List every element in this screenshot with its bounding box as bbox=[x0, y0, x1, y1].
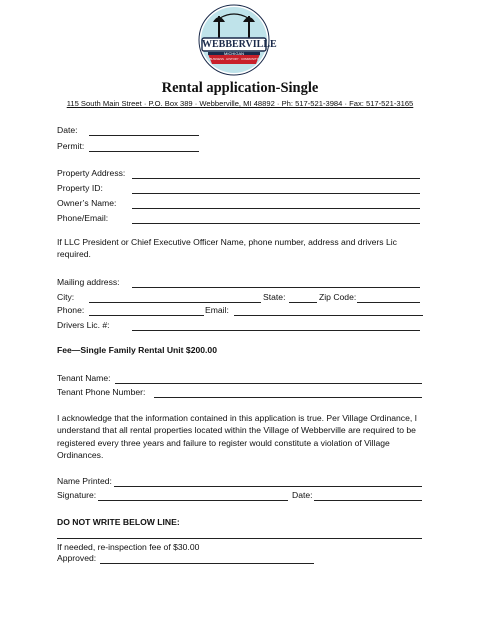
logo-subtitle: MICHIGAN bbox=[224, 51, 244, 56]
state-label: State: bbox=[263, 292, 286, 302]
fee-label: Fee—Single Family Rental Unit $200.00 bbox=[57, 345, 217, 355]
phone-line[interactable] bbox=[89, 315, 204, 316]
permit-line[interactable] bbox=[89, 151, 199, 152]
owner-name-label: Owner’s Name: bbox=[57, 198, 117, 208]
office-address: 115 South Main Street · P.O. Box 389 · Webberville, MI 48892 · Ph: 517-521-3984 · Fax: 517-521-3165 bbox=[66, 99, 414, 108]
state-line[interactable] bbox=[289, 302, 317, 303]
permit-label: Permit: bbox=[57, 141, 85, 151]
tenant-phone-label: Tenant Phone Number: bbox=[57, 387, 146, 397]
email-label: Email: bbox=[205, 305, 229, 315]
date-line[interactable] bbox=[89, 135, 199, 136]
signature-line[interactable] bbox=[98, 500, 288, 501]
property-address-line[interactable] bbox=[132, 178, 420, 179]
zip-line[interactable] bbox=[357, 302, 420, 303]
date-label: Date: bbox=[57, 125, 78, 135]
phone-label: Phone: bbox=[57, 305, 85, 315]
do-not-write-heading: DO NOT WRITE BELOW LINE: bbox=[57, 517, 180, 527]
tenant-name-line[interactable] bbox=[115, 383, 422, 384]
email-line[interactable] bbox=[234, 315, 423, 316]
phone-email-label: Phone/Email: bbox=[57, 213, 109, 223]
approved-label: Approved: bbox=[57, 553, 97, 563]
mailing-address-label: Mailing address: bbox=[57, 277, 120, 287]
city-line[interactable] bbox=[89, 302, 261, 303]
mailing-address-line[interactable] bbox=[132, 287, 420, 288]
approved-line[interactable] bbox=[100, 563, 314, 564]
llc-note: If LLC President or Chief Executive Officer Name, phone number, address and drivers Lic required. bbox=[57, 237, 397, 260]
property-id-line[interactable] bbox=[132, 193, 420, 194]
owner-name-line[interactable] bbox=[132, 208, 420, 209]
city-label: City: bbox=[57, 292, 75, 302]
phone-email-line[interactable] bbox=[132, 223, 420, 224]
signature-label: Signature: bbox=[57, 490, 97, 500]
logo-band-text: BUSINESS · HISTORY · COMMUNITY bbox=[209, 57, 259, 61]
zip-label: Zip Code: bbox=[319, 292, 357, 302]
property-id-label: Property ID: bbox=[57, 183, 103, 193]
reinspection-fee-text: If needed, re-inspection fee of $30.00 bbox=[57, 542, 200, 552]
office-divider-line bbox=[57, 538, 422, 539]
signature-date-line[interactable] bbox=[314, 500, 422, 501]
drivers-lic-line[interactable] bbox=[132, 330, 420, 331]
tenant-name-label: Tenant Name: bbox=[57, 373, 111, 383]
page-title: Rental application-Single bbox=[161, 80, 319, 96]
village-logo bbox=[198, 4, 277, 76]
logo-wordmark: WEBBERVILLE bbox=[202, 39, 277, 50]
signature-date-label: Date: bbox=[292, 490, 313, 500]
name-printed-label: Name Printed: bbox=[57, 476, 112, 486]
tenant-phone-line[interactable] bbox=[154, 397, 422, 398]
name-printed-line[interactable] bbox=[114, 486, 422, 487]
drivers-lic-label: Drivers Lic. #: bbox=[57, 320, 110, 330]
acknowledgement-text: I acknowledge that the information contained in this application is true. Per Village Ordinance, I understand that all rental properties located within the Village of Webberville are required to be registered every three years and failure to register would constitute a violation of Village Ordinances. bbox=[57, 413, 418, 460]
property-address-label: Property Address: bbox=[57, 168, 126, 178]
